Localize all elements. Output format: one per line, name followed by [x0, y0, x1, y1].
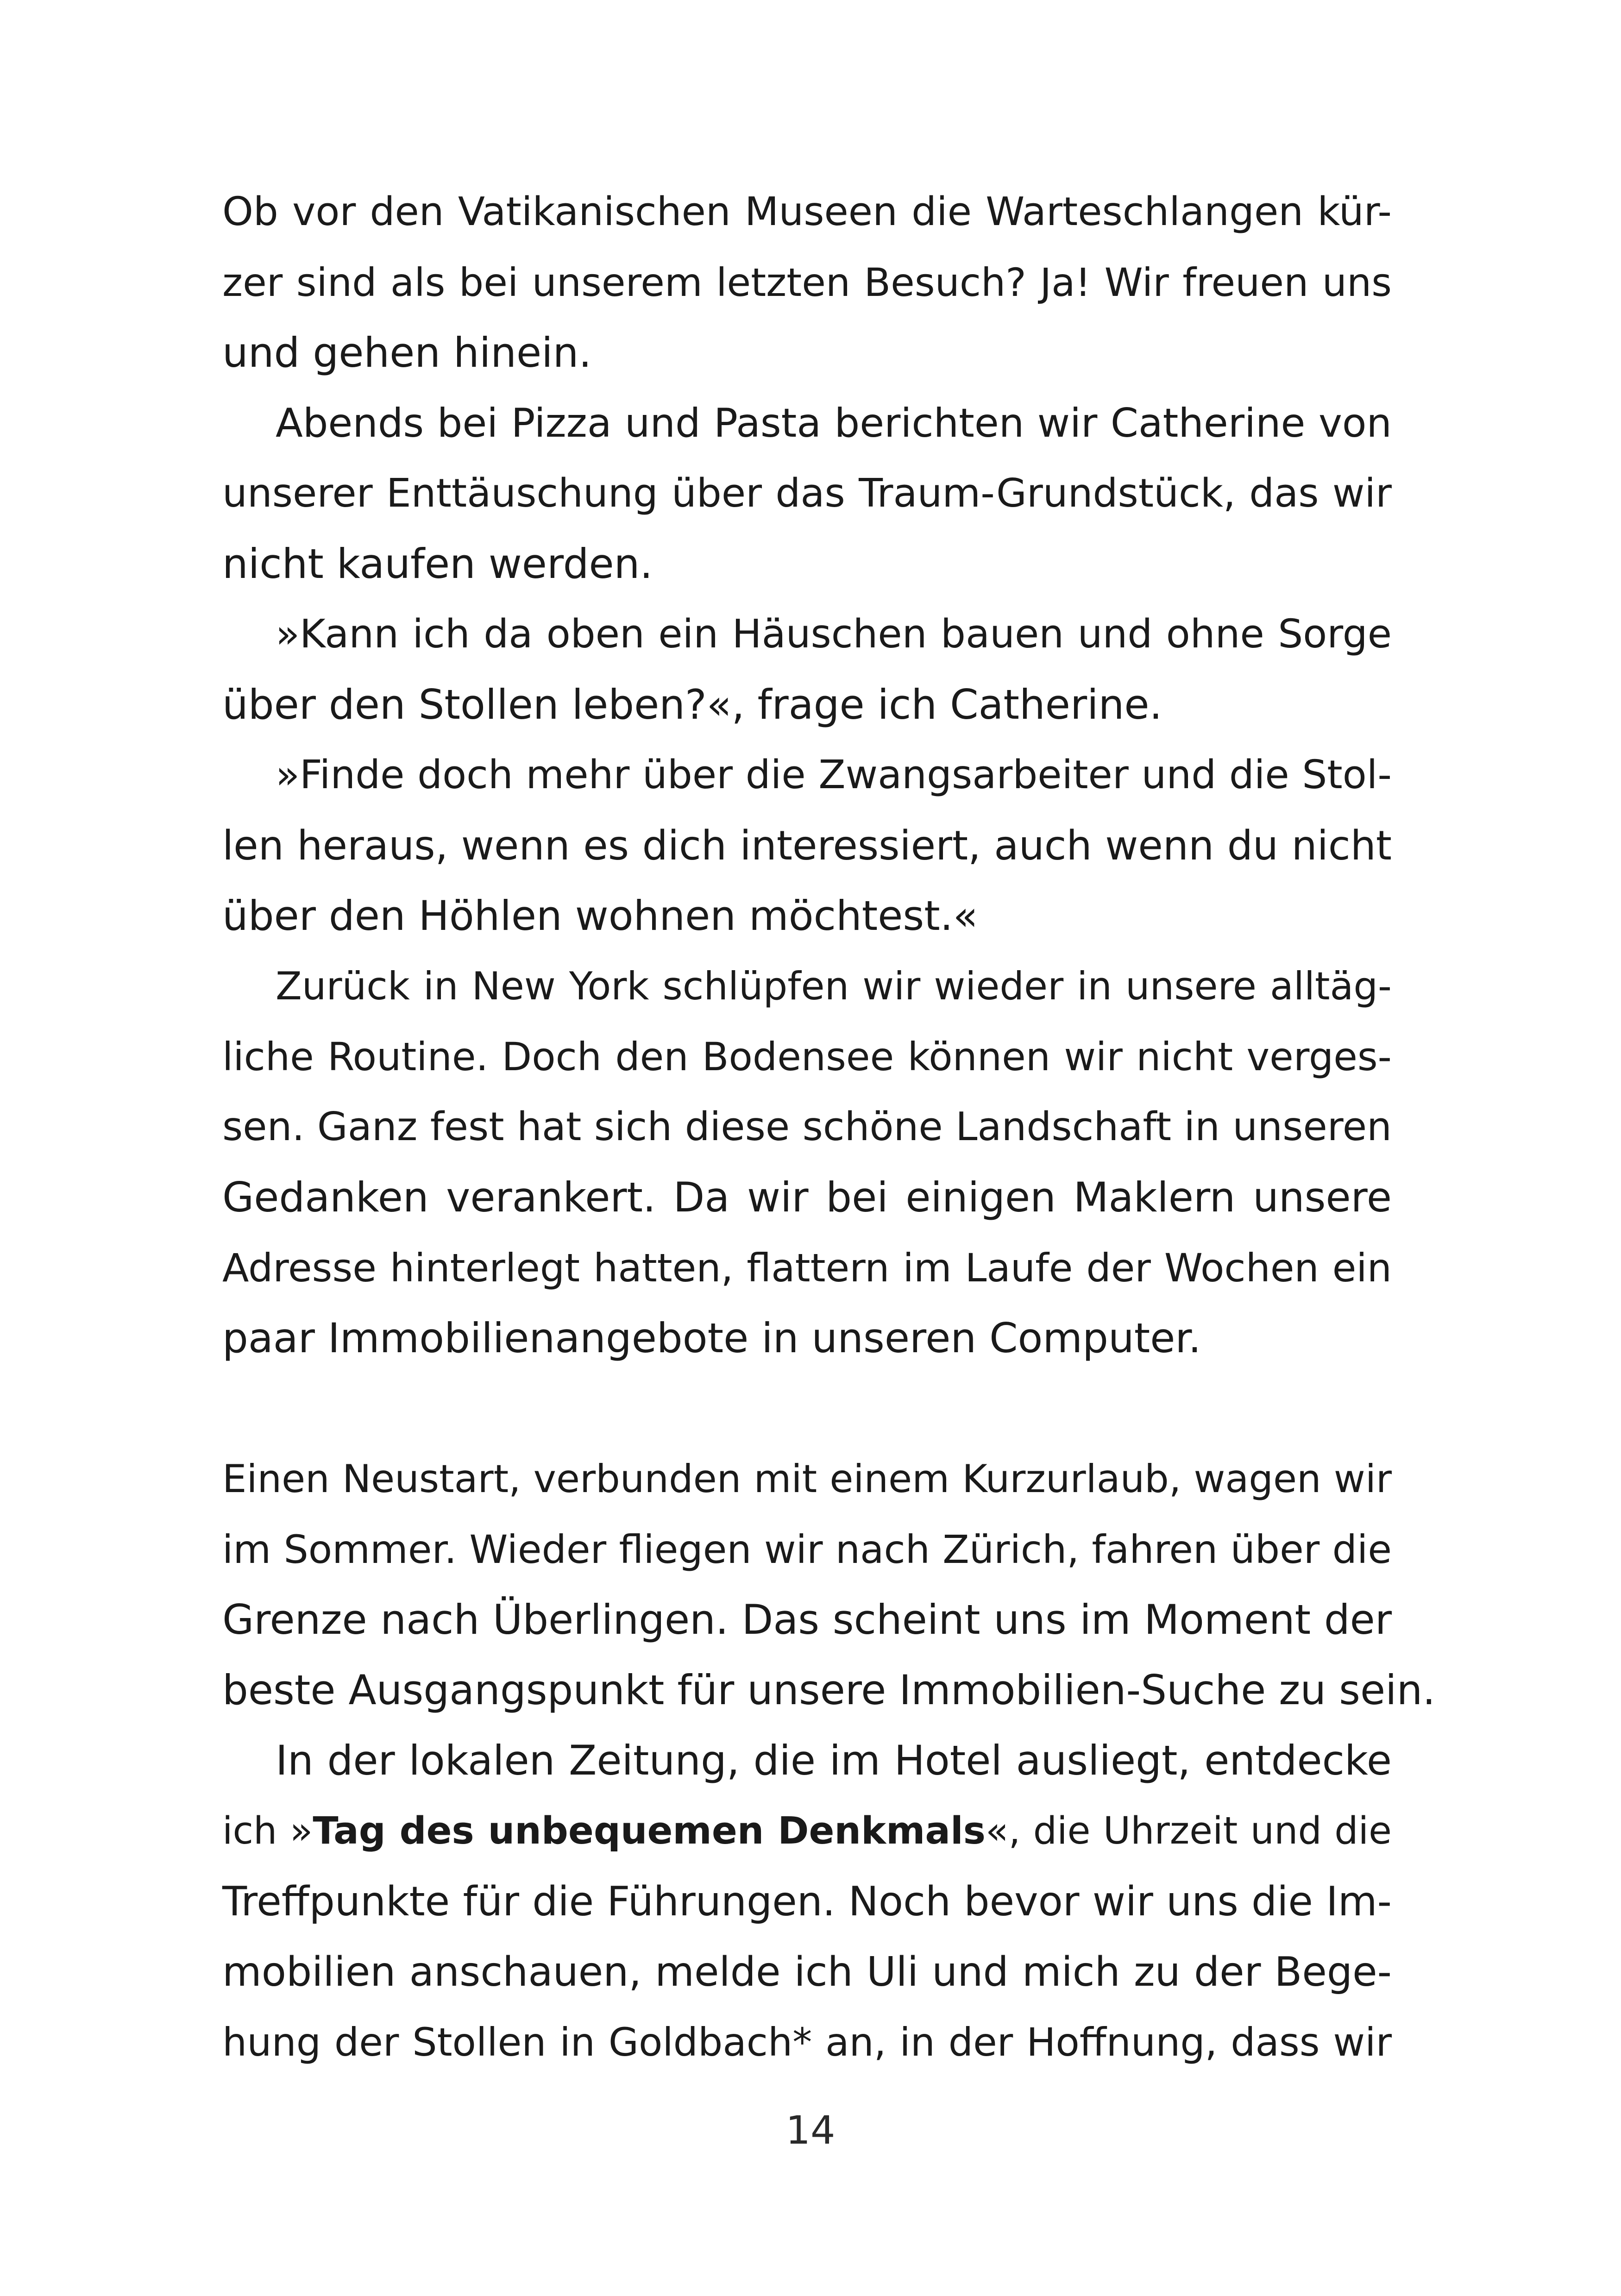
text-line: hung der Stollen in Goldbach* an, in der Hoffnung, dass wir — [222, 2020, 1392, 2065]
text-fragment: «, die Uhrzeit und die — [986, 1809, 1392, 1853]
text-line: Treffpunkte für die Führungen. Noch bevor wir uns die Im- — [222, 1878, 1392, 1925]
event-title: Tag des unbequemen Denkmals — [313, 1809, 986, 1853]
text-line: Einen Neustart, verbunden mit einem Kurzurlaub, wagen wir — [222, 1456, 1392, 1501]
text-line: len heraus, wenn es dich interessiert, auch wenn du nicht — [222, 822, 1392, 869]
text-line: über den Stollen leben?«, frage ich Catherine. — [222, 681, 1162, 728]
text-fragment: ich » — [222, 1809, 313, 1853]
text-line: liche Routine. Doch den Bodensee können wir nicht verges- — [222, 1034, 1392, 1079]
text-line: Abends bei Pizza und Pasta berichten wir Catherine von — [276, 400, 1392, 446]
text-line — [222, 1796, 1392, 1866]
text-line: zer sind als bei unserem letzten Besuch? Ja! Wir freuen uns — [222, 260, 1392, 305]
text-line: nicht kaufen werden. — [222, 540, 653, 588]
text-line: paar Immobilienangebote in unseren Computer. — [222, 1314, 1201, 1362]
text-line: Grenze nach Überlingen. Das scheint uns im Moment der — [222, 1596, 1392, 1644]
text-line: mobilien anschauen, melde ich Uli und mich zu der Bege- — [222, 1948, 1392, 1995]
text-line: über den Höhlen wohnen möchtest.« — [222, 892, 978, 940]
text-line: In der lokalen Zeitung, die im Hotel ausliegt, entdecke — [276, 1737, 1392, 1784]
page-number: 14 — [785, 2108, 836, 2153]
text-line: »Finde doch mehr über die Zwangsarbeiter und die Stol- — [276, 752, 1392, 798]
text-line: sen. Ganz fest hat sich diese schöne Landschaft in unseren — [222, 1104, 1392, 1150]
text-line: beste Ausgangspunkt für unsere Immobilien-Suche zu sein. — [222, 1666, 1436, 1714]
text-line: unserer Enttäuschung über das Traum-Grundstück, das wir — [222, 470, 1392, 516]
text-line: im Sommer. Wieder fliegen wir nach Zürich, fahren über die — [222, 1527, 1392, 1572]
text-line: »Kann ich da oben ein Häuschen bauen und ohne Sorge — [276, 611, 1392, 657]
text-line: Gedanken verankert. Da wir bei einigen Maklern unsere — [222, 1173, 1392, 1221]
text-line: Zurück in New York schlüpfen wir wieder in unsere alltäg- — [276, 964, 1392, 1009]
text-line: Adresse hinterlegt hatten, flattern im Laufe der Wochen ein — [222, 1245, 1392, 1291]
text-line: und gehen hinein. — [222, 329, 592, 376]
text-line: Ob vor den Vatikanischen Museen die Warteschlangen kür- — [222, 189, 1392, 235]
